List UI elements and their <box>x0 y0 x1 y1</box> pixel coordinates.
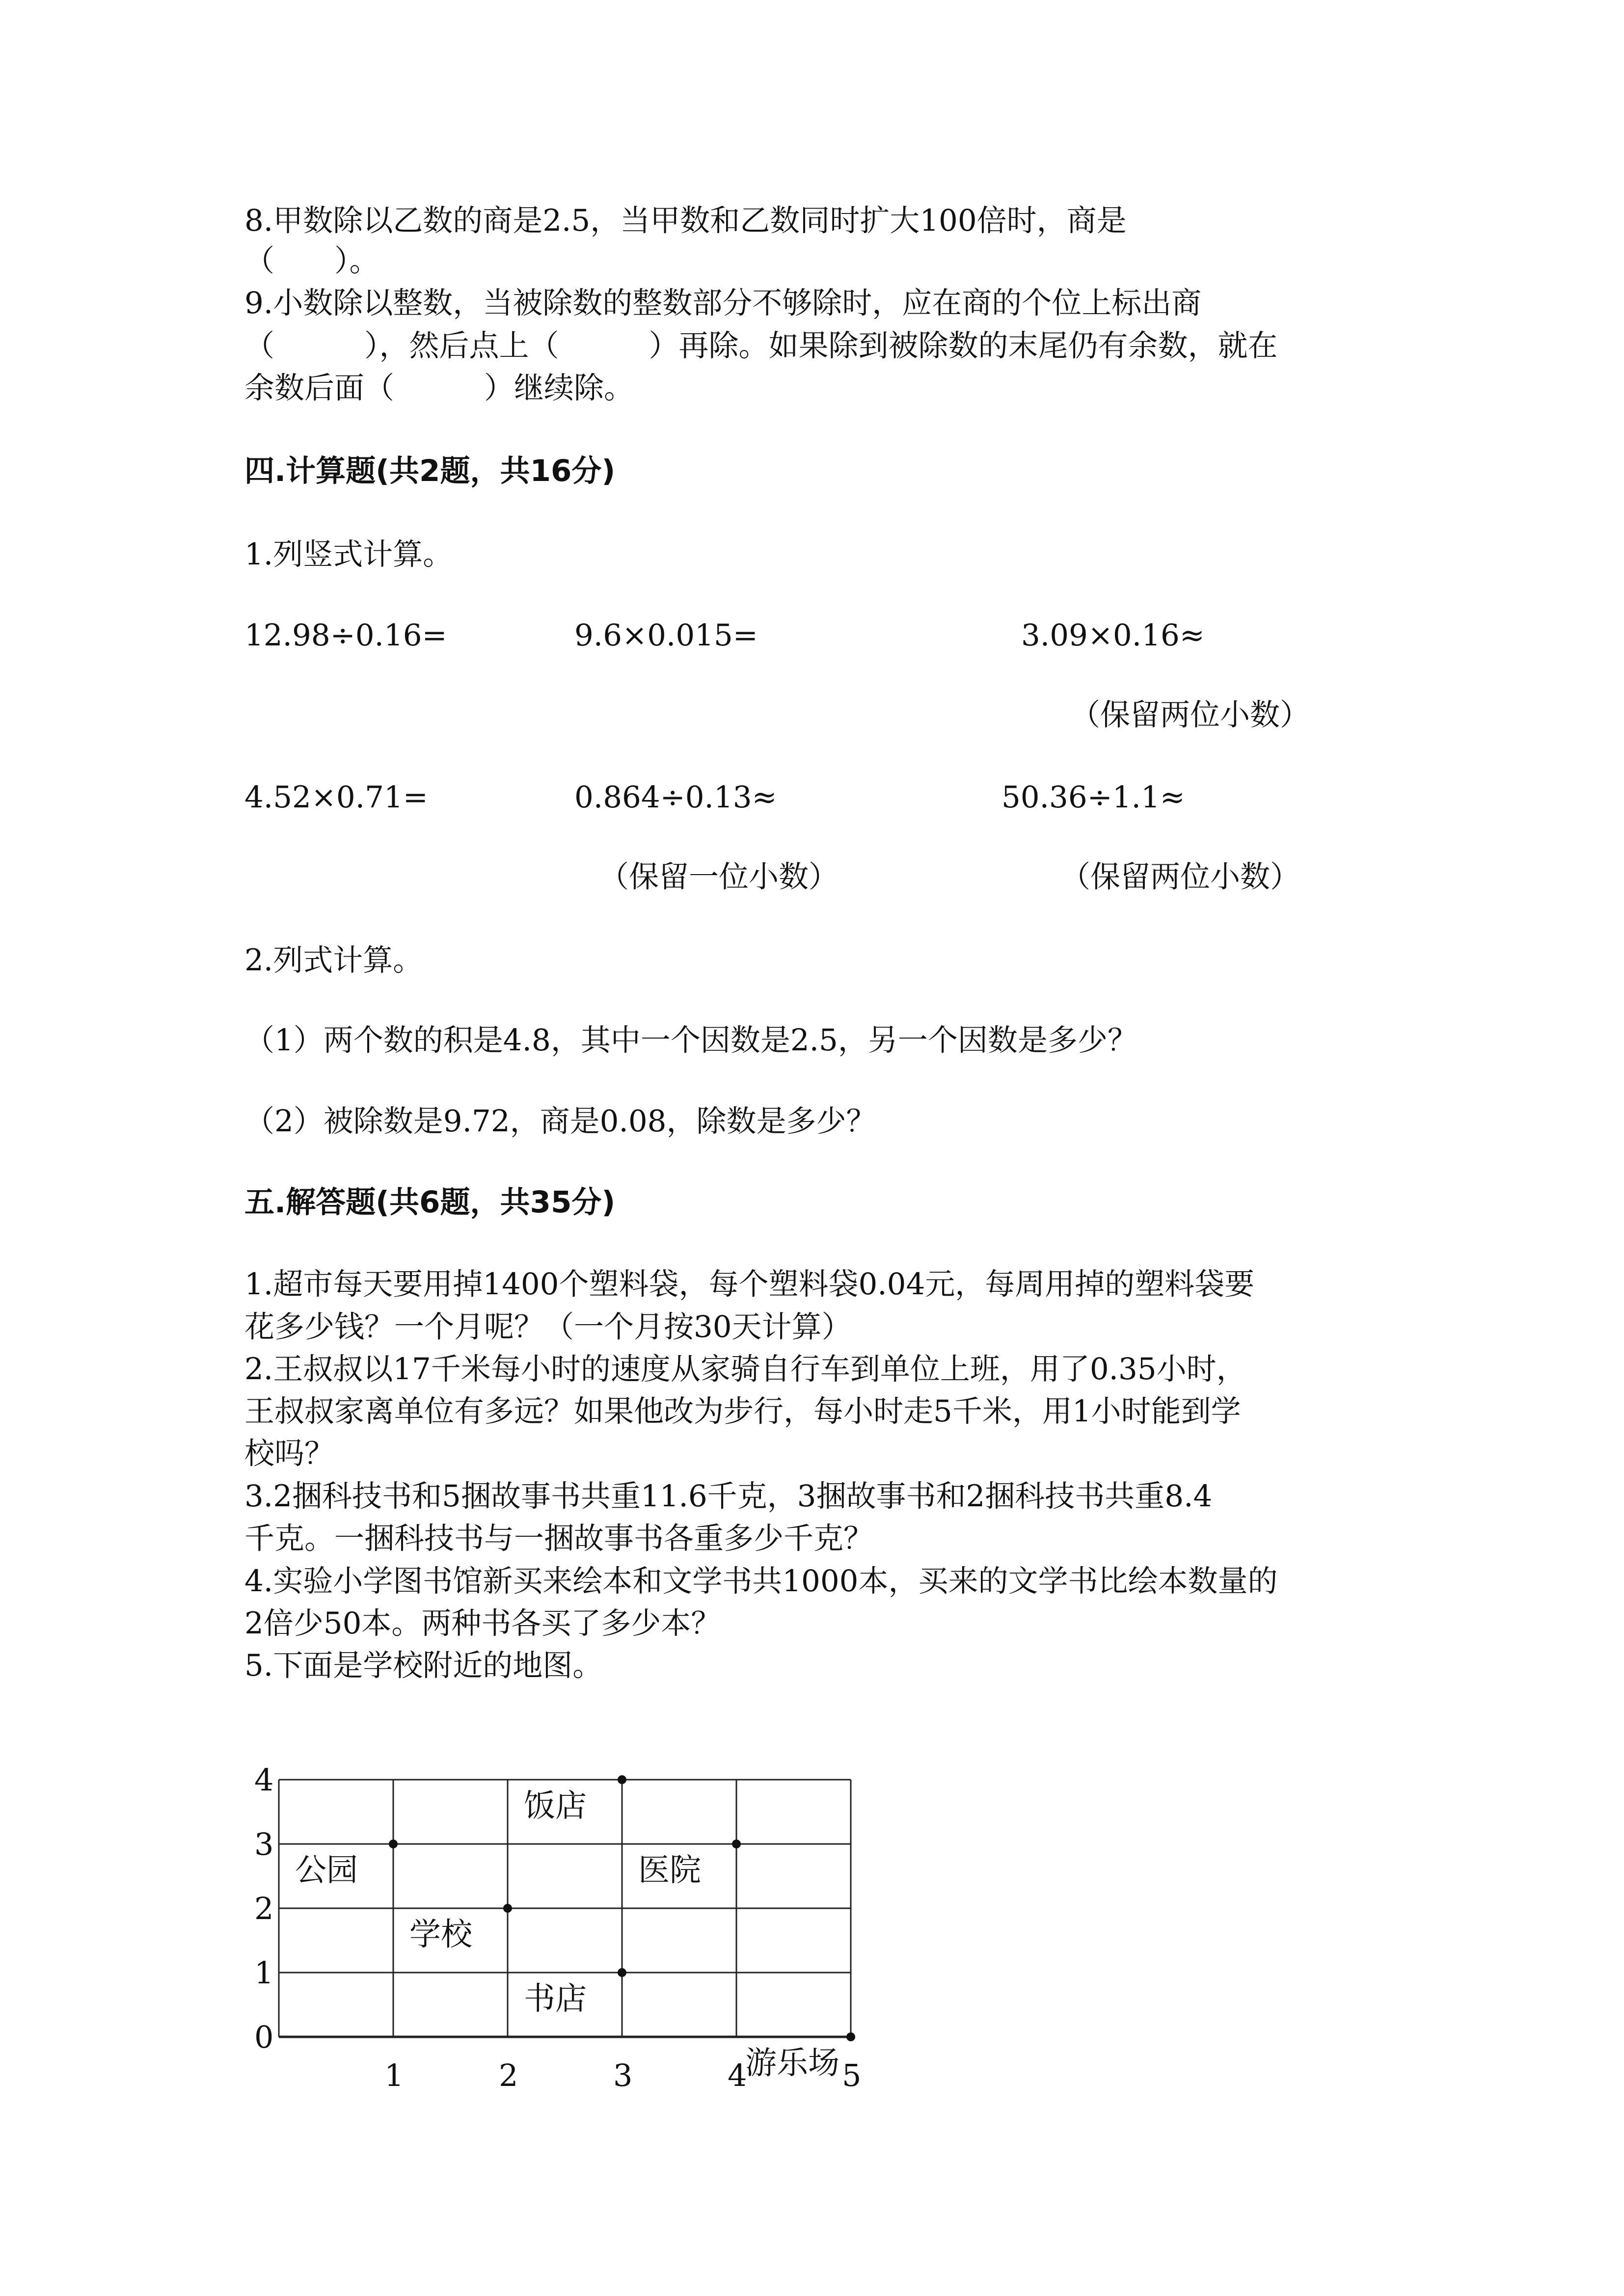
x-tick-label: 1 <box>384 2057 404 2093</box>
rounding-note: （保留一位小数） <box>599 859 839 894</box>
calc-item: 9.6×0.015= <box>574 618 758 653</box>
answer-line: 王叔叔家离单位有多远？如果他改为步行，每小时走5千米，用1小时能到学 <box>244 1394 1241 1429</box>
y-tick-label: 2 <box>254 1891 274 1926</box>
map-places <box>295 1775 855 2082</box>
y-tick-label: 1 <box>254 1955 274 1991</box>
rounding-note: （保留两位小数） <box>1070 697 1310 732</box>
q8-blank: （ ）。 <box>244 243 379 278</box>
answer-line: 校吗？ <box>244 1436 335 1471</box>
y-tick-label: 0 <box>254 2019 274 2055</box>
calc-item: 0.864÷0.13≈ <box>574 780 777 815</box>
q9-line2: （ ），然后点上（ ）再除。如果除到被除数的末尾仍有余数，就在 <box>244 328 1278 363</box>
section4-q2-a: （1）两个数的积是4.8，其中一个因数是2.5，另一个因数是多少？ <box>244 1023 1137 1058</box>
section4-title: 四.计算题(共2题，共16分) <box>244 454 616 488</box>
q8-text: 8.甲数除以乙数的商是2.5，当甲数和乙数同时扩大100倍时，商是 <box>244 203 1127 238</box>
place-label: 饭店 <box>524 1788 587 1824</box>
section4-q2-title: 2.列式计算。 <box>244 943 423 978</box>
place-point <box>846 2032 855 2041</box>
place-point <box>503 1904 512 1913</box>
map-y-axis <box>254 1762 273 2055</box>
answer-line: 5.下面是学校附近的地图。 <box>244 1648 603 1683</box>
section4-q2-b: （2）被除数是9.72，商是0.08，除数是多少？ <box>244 1104 876 1139</box>
q9-line1: 9.小数除以整数，当被除数的整数部分不够除时，应在商的个位上标出商 <box>244 286 1202 320</box>
rounding-note: （保留两位小数） <box>1060 859 1300 894</box>
place-label: 医院 <box>638 1852 701 1889</box>
section4-q1-title: 1.列竖式计算。 <box>244 537 453 572</box>
answer-line: 1.超市每天要用掉1400个塑料袋，每个塑料袋0.04元，每周用掉的塑料袋要 <box>244 1267 1255 1302</box>
place-point <box>389 1840 398 1848</box>
school-map-figure <box>241 1762 879 2106</box>
answer-line: 千克。一捆科技书与一捆故事书各重多少千克？ <box>244 1521 874 1556</box>
section5-title: 五.解答题(共6题，共35分) <box>244 1185 616 1220</box>
calc-item: 4.52×0.71= <box>244 780 428 815</box>
place-label: 学校 <box>409 1917 472 1953</box>
place-point <box>618 1775 626 1784</box>
answer-line: 2倍少50本。两种书各买了多少本？ <box>244 1606 721 1641</box>
x-tick-label: 5 <box>842 2057 862 2093</box>
answer-line: 3.2捆科技书和5捆故事书共重11.6千克，3捆故事书和2捆科技书共重8.4 <box>244 1479 1213 1514</box>
answer-line: 4.实验小学图书馆新买来绘本和文学书共1000本，买来的文学书比绘本数量的 <box>244 1564 1278 1599</box>
answer-line: 2.王叔叔以17千米每小时的速度从家骑自行车到单位上班，用了0.35小时， <box>244 1352 1246 1387</box>
calc-item: 50.36÷1.1≈ <box>1001 780 1185 815</box>
x-tick-label: 3 <box>613 2057 633 2093</box>
calc-item: 3.09×0.16≈ <box>1021 618 1205 653</box>
place-label: 游乐场 <box>745 2045 839 2082</box>
x-tick-label: 4 <box>728 2057 747 2093</box>
place-label: 书店 <box>524 1981 587 2017</box>
q9-line3: 余数后面（ ）继续除。 <box>244 371 634 405</box>
calc-item: 12.98÷0.16= <box>244 618 447 653</box>
place-point <box>618 1968 626 1977</box>
place-point <box>732 1840 741 1848</box>
place-label: 公园 <box>295 1852 358 1889</box>
x-tick-label: 2 <box>499 2057 518 2093</box>
y-tick-label: 4 <box>254 1762 274 1798</box>
y-tick-label: 3 <box>254 1826 274 1862</box>
answer-line: 花多少钱？一个月呢？（一个月按30天计算） <box>244 1309 852 1344</box>
